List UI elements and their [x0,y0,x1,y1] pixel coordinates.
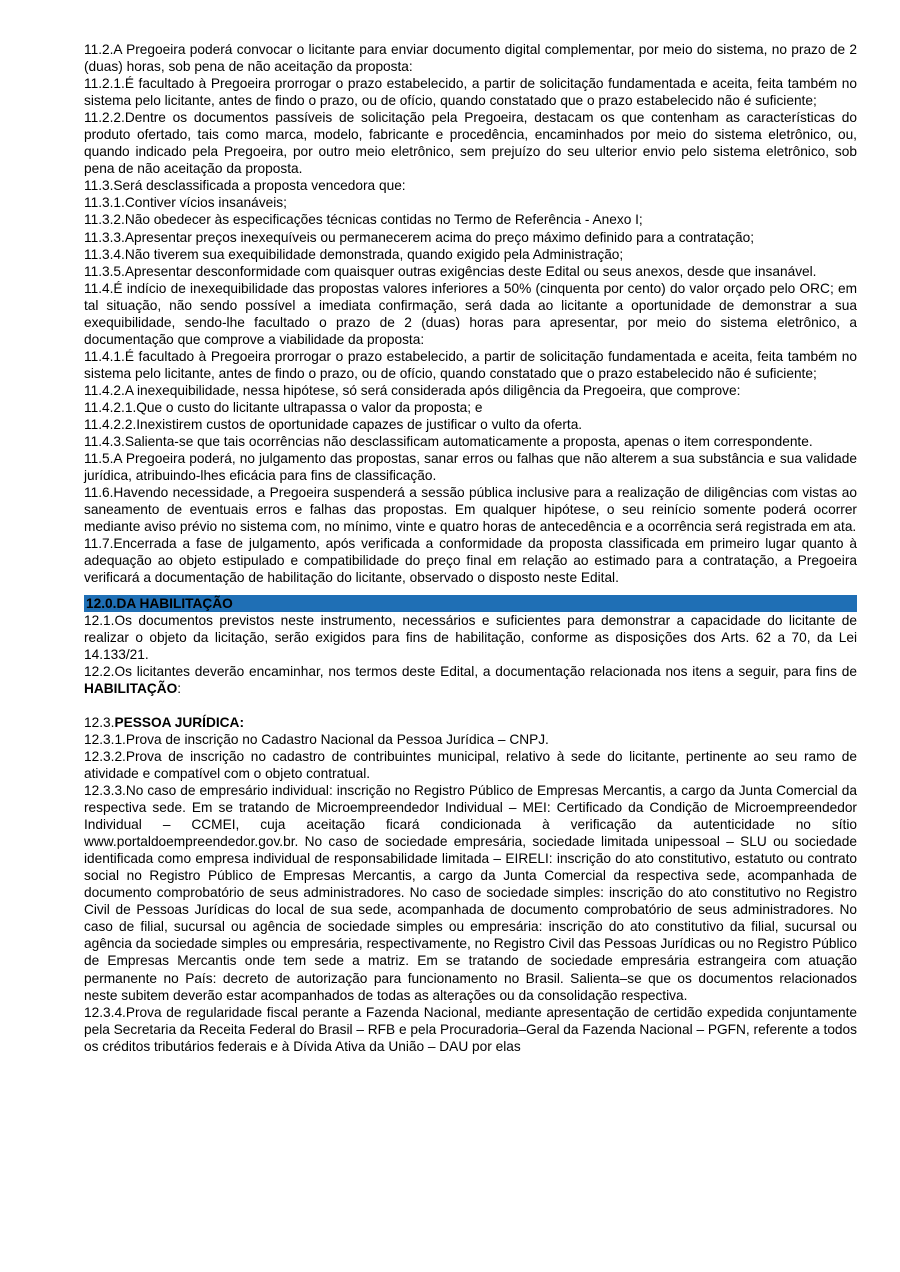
paragraph: 12.3.2.Prova de inscrição no cadastro de contribuintes municipal, relativo à sede do licitante, pertinente ao seu ramo de atividade e compatível com o objeto contratual. [84,748,857,781]
spacer [84,587,857,595]
paragraph: 11.5.A Pregoeira poderá, no julgamento das propostas, sanar erros ou falhas que não alterem a sua substância e sua validade jurídica, atribuindo-lhes eficácia para fins de classificação. [84,451,857,484]
paragraph-12-2 [84,663,857,697]
section-12-3-paragraphs [84,731,857,1055]
paragraph: 11.3.Será desclassificada a proposta vencedora que: [84,178,406,194]
paragraph: 11.4.1.É facultado à Pregoeira prorrogar o prazo estabelecido, a partir de solicitação fundamentada e aceita, feita também no sistema pelo licitante, antes de findo o prazo, ou de ofício, quando constatado que o prazo estabelecido não é suficiente; [84,348,857,381]
paragraph: 11.4.3.Salienta-se que tais ocorrências não desclassificam automaticamente a proposta, apenas o item correspondente. [84,434,813,450]
paragraph: 12.3.3.No caso de empresário individual: inscrição no Registro Público de Empresas Mercantis, a cargo da Junta Comercial da respectiva sede. Em se tratando de Microempreendedor Individual – MEI: Certificado da Condição de Microempreendedor Individual – CCMEI, cuja aceitação ficará condicionada à verificação da autenticidade no sítio www.portaldoempreendedor.gov.br. No caso de sociedade empresária, sociedade limitada unipessoal – SLU ou sociedade identificada como empresa individual de responsabilidade limitada – EIRELI: inscrição do ato constitutivo, estatuto ou contrato social no Registro Público de Empresas Mercantis, a cargo da Junta Comercial da respectiva sede, acompanhada de documento comprobatório de seus administradores. No caso de sociedade simples: inscrição do ato constitutivo no Registro Civil de Pessoas Jurídicas do local de sua sede, acompanhada de documento comprobatório de seus administradores. No caso de filial, sucursal ou agência de sociedade simples ou empresária: inscrição do ato constitutivo da filial, sucursal ou agência da sociedade simples ou empresária, respectivamente, no Registro Civil das Pessoas Jurídicas ou no Registro Público de Empresas Mercantis onde tem sede a matriz. Em se tratando de sociedade empresária estrangeira com atuação permanente no País: decreto de autorização para funcionamento no Brasil. Salienta–se que os documentos relacionados neste subitem deverão estar acompanhados de todas as alterações ou da consolidação respectiva. [84,783,857,1003]
paragraph-12-3-number: 12.3. [84,714,115,730]
paragraph-12-3-title: PESSOA JURÍDICA: [114,714,244,730]
paragraph: 11.2.1.É facultado à Pregoeira prorrogar o prazo estabelecido, a partir de solicitação fundamentada e aceita, feita também no sistema pelo licitante, antes de findo o prazo, ou de ofício, quando constatado que o prazo estabelecido não é suficiente; [84,76,857,109]
document-page [84,41,857,1055]
paragraph: 11.3.5.Apresentar desconformidade com quaisquer outras exigências deste Edital ou seus anexos, desde que insanável. [84,263,817,279]
paragraph-12-2-bold: HABILITAÇÃO [84,680,178,696]
paragraph: 12.3.4.Prova de regularidade fiscal perante a Fazenda Nacional, mediante apresentação de certidão expedida conjuntamente pela Secretaria da Receita Federal do Brasil – RFB e pela Procuradoria–Geral da Fazenda Nacional – PGFN, referente a todos os créditos tributários federais e à Dívida Ativa da União – DAU por elas [84,1004,857,1054]
paragraph-12-1: 12.1.Os documentos previstos neste instrumento, necessários e suficientes para demonstrar a capacidade do licitante de realizar o objeto da licitação, serão exigidos para fins de habilitação, conforme as disposições dos Arts. 62 a 70, da Lei 14.133/21. [84,612,857,662]
paragraph: 11.2.2.Dentre os documentos passíveis de solicitação pela Pregoeira, destacam os que contenham as características do produto ofertado, tais como marca, modelo, fabricante e procedência, encaminhados por meio do sistema eletrônico, ou, quando indicado pela Pregoeira, por outro meio eletrônico, sem prejuízo do seu ulterior envio pelo sistema eletrônico, sob pena de não aceitação da proposta. [84,110,857,177]
paragraph: 11.6.Havendo necessidade, a Pregoeira suspenderá a sessão pública inclusive para a realização de diligências com vistas ao saneamento de eventuais erros e falhas das propostas. Em qualquer hipótese, o seu reinício somente poderá ocorrer mediante aviso prévio no sistema com, no mínimo, vinte e quatro horas de antecedência e a ocorrência será registrada em ata. [84,485,857,535]
paragraph: 11.3.4.Não tiverem sua exequibilidade demonstrada, quando exigido pela Administração; [84,246,624,262]
paragraph: 12.3.1.Prova de inscrição no Cadastro Nacional da Pessoa Jurídica – CNPJ. [84,731,549,747]
section-heading-12: 12.0.DA HABILITAÇÃO [84,595,857,612]
paragraph-12-2-text: 12.2.Os licitantes deverão encaminhar, nos termos deste Edital, a documentação relacionada nos itens a seguir, para fins de [84,663,857,679]
paragraph: 11.3.2.Não obedecer às especificações técnicas contidas no Termo de Referência - Anexo I; [84,212,643,228]
paragraph: 11.7.Encerrada a fase de julgamento, após verificada a conformidade da proposta classificada em primeiro lugar quanto à adequação ao objeto estipulado e compatibilidade do preço final em relação ao estimado para a contratação, a Pregoeira verificará a documentação de habilitação do licitante, observado o disposto neste Edital. [84,536,857,586]
paragraph: 11.2.A Pregoeira poderá convocar o licitante para enviar documento digital complementar, por meio do sistema, no prazo de 2 (duas) horas, sob pena de não aceitação da proposta: [84,42,857,75]
paragraph-12-2-suffix: : [177,680,182,696]
section-11-paragraphs [84,41,857,587]
spacer [84,697,857,714]
paragraph: 11.4.É indício de inexequibilidade das propostas valores inferiores a 50% (cinquenta por cento) do valor orçado pelo ORC; em tal situação, não sendo possível a imediata confirmação, será dada ao licitante a oportunidade de demonstrar a sua exequibilidade, sendo-lhe facultado o prazo de 2 (duas) horas para apresentar, por meio do sistema eletrônico, a documentação que comprove a viabilidade da proposta: [84,280,857,347]
paragraph: 11.3.1.Contiver vícios insanáveis; [84,195,287,211]
paragraph: 11.4.2.2.Inexistirem custos de oportunidade capazes de justificar o vulto da oferta. [84,417,583,433]
paragraph-12-3 [84,714,857,731]
paragraph: 11.4.2.1.Que o custo do licitante ultrapassa o valor da proposta; e [84,399,483,415]
paragraph: 11.3.3.Apresentar preços inexequíveis ou permanecerem acima do preço máximo definido para a contratação; [84,229,755,245]
paragraph: 11.4.2.A inexequibilidade, nessa hipótese, só será considerada após diligência da Pregoeira, que comprove: [84,382,741,398]
